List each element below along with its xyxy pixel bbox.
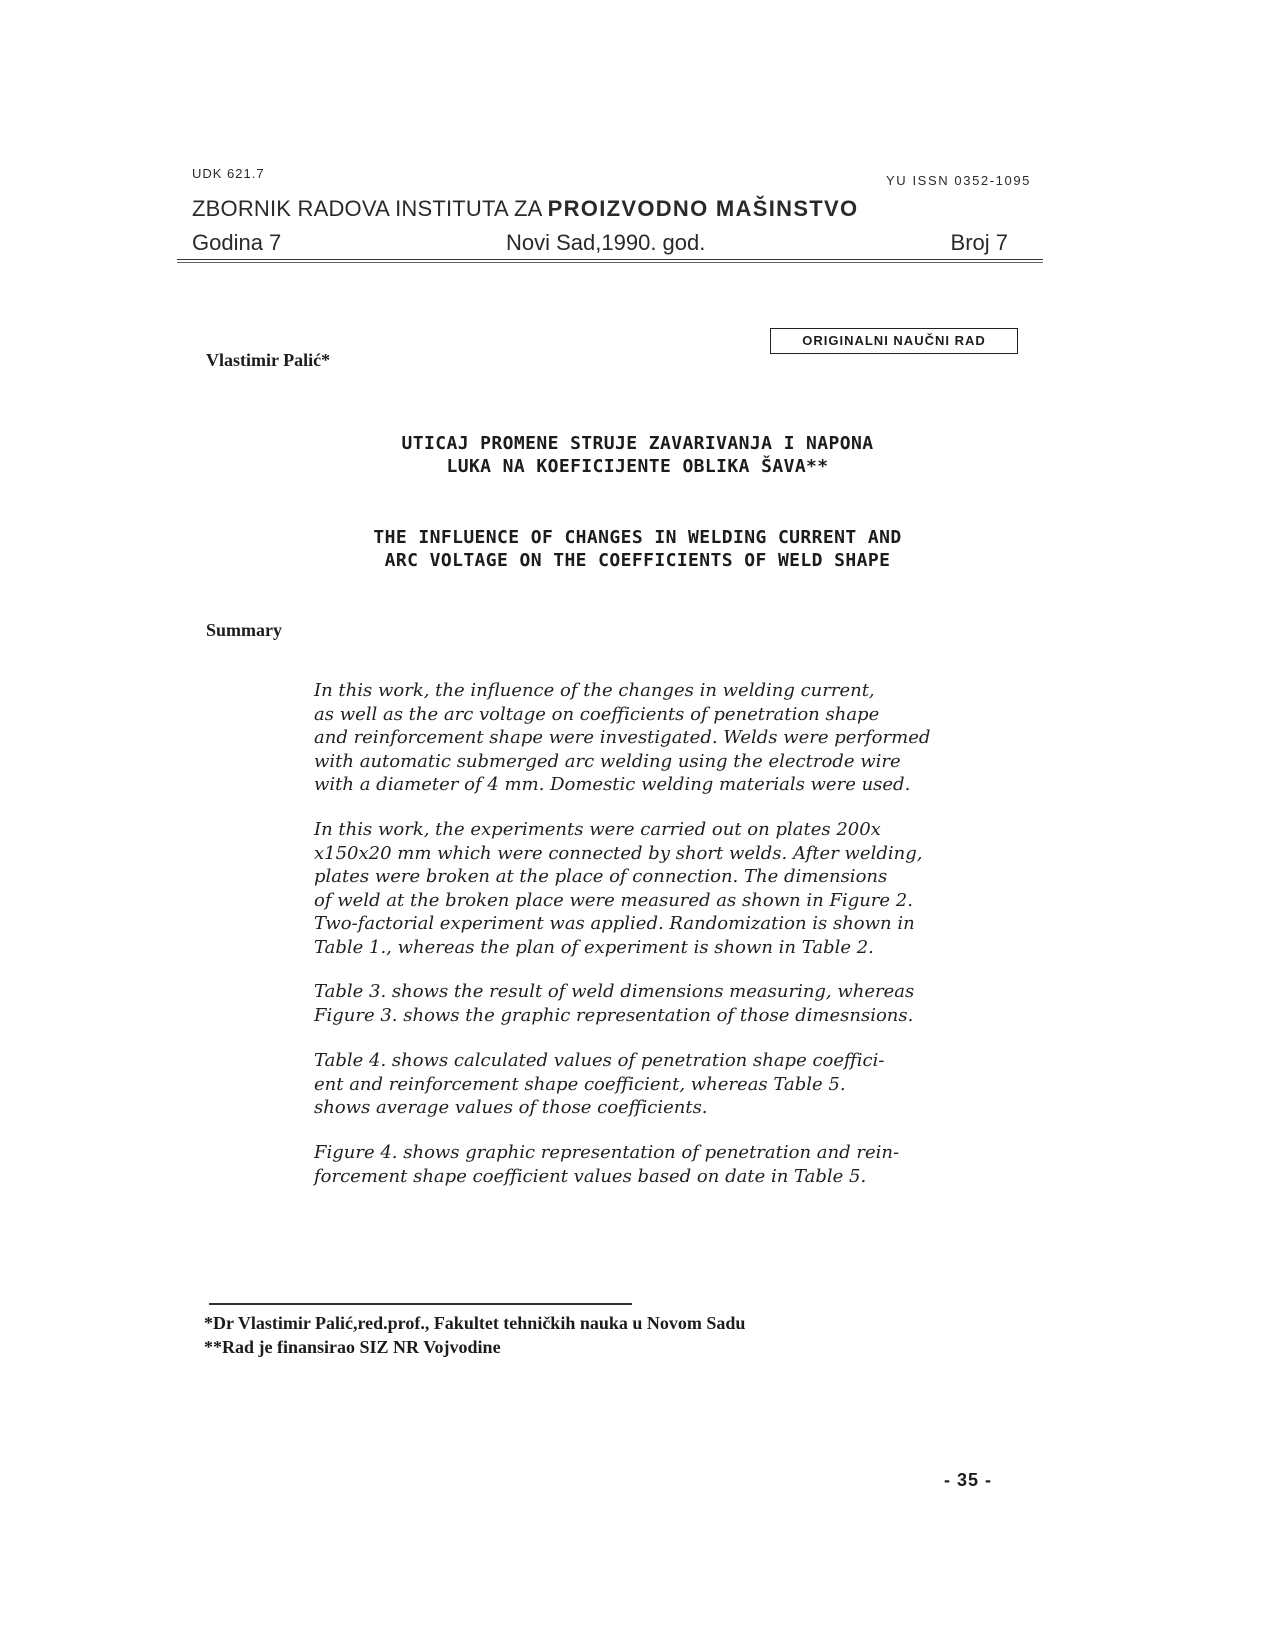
summary-paragraph [314,679,1074,797]
paragraph-line: ent and reinforcement shape coefficient, whereas Table 5. [314,1073,846,1095]
summary-paragraph [314,818,1074,960]
paragraph-line: of weld at the broken place were measured as shown in Figure 2. [314,889,913,911]
summary-heading: Summary [206,620,282,640]
journal-title [192,196,858,222]
paragraph-line: as well as the arc voltage on coefficients of penetration shape [314,703,880,725]
journal-title-bold: PROIZVODNO MAŠINSTVO [547,196,859,221]
footnote-author: *Dr Vlastimir Palić,red.prof., Fakultet tehničkih nauka u Novom Sadu [204,1313,746,1333]
paragraph-line: Two-factorial experiment was applied. Randomization is shown in [314,913,915,935]
footnote-rule [209,1303,632,1305]
paragraph-line: forcement shape coefficient values based on date in Table 5. [314,1165,867,1187]
paragraph-line: Table 3. shows the result of weld dimensions measuring, whereas [314,981,915,1002]
header-rule-second [177,262,1043,263]
title-english-line: ARC VOLTAGE ON THE COEFFICIENTS OF WELD SHAPE [384,550,891,571]
author-name: Vlastimir Palić* [206,350,331,370]
paragraph-line: In this work, the influence of the changes in welding current, [314,680,875,701]
paragraph-line: plates were broken at the place of connection. The dimensions [314,866,888,888]
footnote-funding: **Rad je finansirao SIZ NR Vojvodine [204,1337,501,1357]
paper-type-badge: ORIGINALNI NAUČNI RAD [770,328,1018,354]
paragraph-line: Table 1., whereas the plan of experiment is shown in Table 2. [314,936,874,958]
title-english-line: THE INFLUENCE OF CHANGES IN WELDING CURRENT AND [373,527,902,548]
issue-place-date: Novi Sad,1990. god. [506,230,706,255]
paragraph-line: and reinforcement shape were investigated. Welds were performed [314,727,931,749]
summary-paragraph [314,980,1074,1027]
paragraph-line: with a diameter of 4 mm. Domestic welding materials were used. [314,774,911,796]
title-serbian-line: LUKA NA KOEFICIJENTE OBLIKA ŠAVA** [446,456,829,477]
paragraph-line: with automatic submerged arc welding using the electrode wire [314,750,901,772]
title-serbian [0,432,1275,478]
paragraph-line: Table 4. shows calculated values of penetration shape coeffici- [314,1050,885,1071]
page-number: - 35 - [944,1470,993,1490]
paragraph-line: In this work, the experiments were carried out on plates 200x [314,819,881,840]
paragraph-line: Figure 3. shows the graphic representation of those dimesnsions. [314,1004,914,1026]
issue-number: Broj 7 [950,230,1008,255]
summary-paragraph [314,1049,1074,1120]
issn: YU ISSN 0352-1095 [886,173,1031,188]
journal-title-prefix: ZBORNIK RADOVA INSTITUTA ZA [192,196,548,221]
title-english [0,526,1275,572]
issue-year: Godina 7 [192,230,282,255]
summary-paragraph [314,1141,1074,1188]
paragraph-line: x150x20 mm which were connected by short welds. After welding, [314,842,923,864]
header-rule [177,259,1043,260]
paragraph-line: shows average values of those coefficients. [314,1097,708,1119]
udk-code: UDK 621.7 [192,166,265,181]
title-serbian-line: UTICAJ PROMENE STRUJE ZAVARIVANJA I NAPONA [401,433,874,454]
paragraph-line: Figure 4. shows graphic representation of penetration and rein- [314,1142,900,1163]
